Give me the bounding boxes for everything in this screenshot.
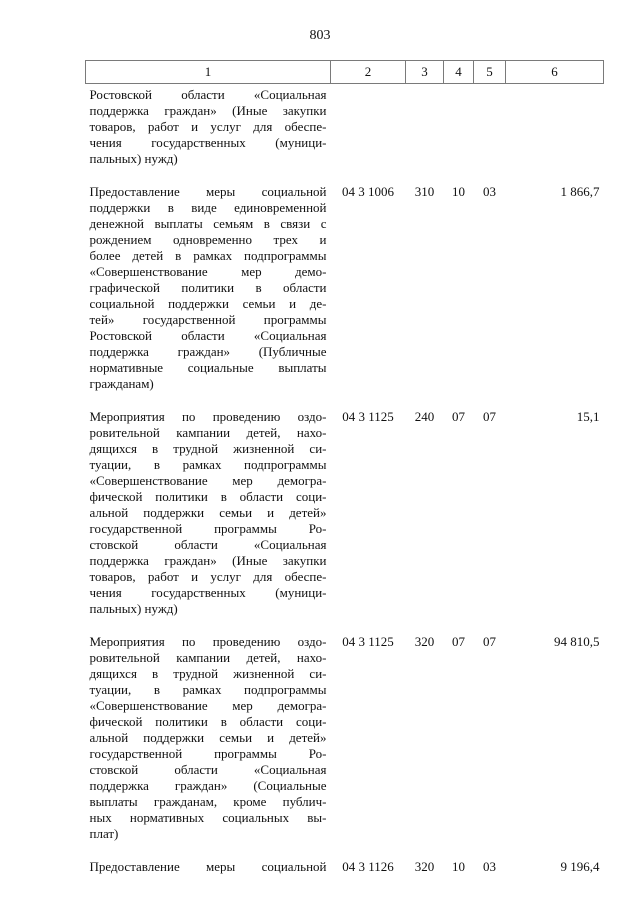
subsection-code: 03 (483, 859, 496, 874)
target-article-code (331, 84, 406, 182)
column-header: 6 (506, 61, 604, 84)
amount-value: 15,1 (576, 409, 600, 424)
description-line: более детей в рамках подпрограммы (89, 248, 327, 263)
subsection-code: 07 (483, 634, 496, 649)
item-description (86, 856, 331, 889)
description-line: Мероприятия по проведению оздо- (89, 409, 327, 424)
description-line: пальных) нужд) (89, 151, 178, 166)
target-article-code: 04 3 1125 (342, 409, 394, 424)
description-line: тей» государственной программы (89, 312, 327, 327)
description-line: Предоставление меры социальной (89, 859, 327, 874)
target-article-code: 04 3 1006 (342, 184, 394, 199)
description-line: ровительной кампании детей, нахо- (89, 650, 327, 665)
description-line: рождением одновременно трех и (89, 232, 327, 247)
description-line: фической политики в области соци- (89, 714, 327, 729)
section-code: 07 (452, 634, 465, 649)
target-article-code: 04 3 1125 (342, 634, 394, 649)
item-description (86, 84, 331, 182)
item-description (86, 406, 331, 631)
description-line: социальной поддержки семьи и де- (89, 296, 327, 311)
page-number: 803 (309, 28, 331, 43)
description-line: нормативные социальные выплаты (89, 360, 327, 375)
table-body (86, 84, 604, 890)
description-line: чения государственных (муници- (89, 135, 327, 150)
description-line: гражданам) (89, 376, 154, 391)
description-line: «Совершенствование мер демогра- (89, 698, 327, 713)
description-line: пальных) нужд) (89, 601, 178, 616)
description-line: государственной программы Ро- (89, 746, 327, 761)
description-line: туации, в рамках подпрограммы (89, 457, 327, 472)
description-line: «Совершенствование мер демогра- (89, 473, 327, 488)
description-line: плат) (89, 826, 119, 841)
column-header: 1 (86, 61, 331, 84)
section-code (444, 84, 474, 182)
description-line: денежной выплаты семьям в связи с (89, 216, 327, 231)
amount-value (506, 84, 604, 182)
table-row (86, 181, 604, 406)
description-line: Предоставление меры социальной (89, 184, 327, 199)
description-line: товаров, работ и услуг для обеспе- (89, 569, 327, 584)
column-header: 5 (474, 61, 506, 84)
section-code: 10 (452, 184, 465, 199)
table-row (86, 631, 604, 856)
description-line: Мероприятия по проведению оздо- (89, 634, 327, 649)
description-line: ровительной кампании детей, нахо- (89, 425, 327, 440)
description-line: туации, в рамках подпрограммы (89, 682, 327, 697)
table-row (86, 856, 604, 889)
description-line: дящихся в трудной жизненной си- (89, 666, 327, 681)
subsection-code: 07 (483, 409, 496, 424)
description-line: чения государственных (муници- (89, 585, 327, 600)
target-article-code: 04 3 1126 (342, 859, 394, 874)
column-header: 3 (406, 61, 444, 84)
description-line: товаров, работ и услуг для обеспе- (89, 119, 327, 134)
description-line: альной поддержки семьи и детей» (89, 505, 327, 520)
description-line: Ростовской области «Социальная (89, 87, 327, 102)
expense-type-code: 240 (414, 409, 435, 424)
budget-table (85, 60, 604, 889)
description-line: выплаты гражданам, кроме публич- (89, 794, 327, 809)
description-line: дящихся в трудной жизненной си- (89, 441, 327, 456)
table-header-row (86, 61, 604, 84)
item-description (86, 631, 331, 856)
description-line: графической политики в области (89, 280, 327, 295)
amount-value: 94 810,5 (554, 634, 600, 649)
description-line: фической политики в области соци- (89, 489, 327, 504)
subsection-code: 03 (483, 184, 496, 199)
column-header: 4 (444, 61, 474, 84)
description-line: государственной программы Ро- (89, 521, 327, 536)
expense-type-code (406, 84, 444, 182)
table-row (86, 406, 604, 631)
description-line: поддержка граждан» (Иные закупки (89, 553, 327, 568)
expense-type-code: 320 (414, 859, 435, 874)
subsection-code (474, 84, 506, 182)
expense-type-code: 310 (414, 184, 435, 199)
section-code: 07 (452, 409, 465, 424)
description-line: поддержка граждан» (Социальные (89, 778, 327, 793)
table-row (86, 84, 604, 182)
amount-value: 1 866,7 (560, 184, 600, 199)
description-line: поддержки в виде единовременной (89, 200, 327, 215)
description-line: поддержка граждан» (Публичные (89, 344, 327, 359)
description-line: поддержка граждан» (Иные закупки (89, 103, 327, 118)
description-line: Ростовской области «Социальная (89, 328, 327, 343)
amount-value: 9 196,4 (560, 859, 600, 874)
description-line: ных нормативных социальных вы- (89, 810, 327, 825)
description-line: стовской области «Социальная (89, 762, 327, 777)
description-line: альной поддержки семьи и детей» (89, 730, 327, 745)
description-line: «Совершенствование мер демо- (89, 264, 327, 279)
description-line: стовской области «Социальная (89, 537, 327, 552)
item-description (86, 181, 331, 406)
section-code: 10 (452, 859, 465, 874)
column-header: 2 (331, 61, 406, 84)
expense-type-code: 320 (414, 634, 435, 649)
